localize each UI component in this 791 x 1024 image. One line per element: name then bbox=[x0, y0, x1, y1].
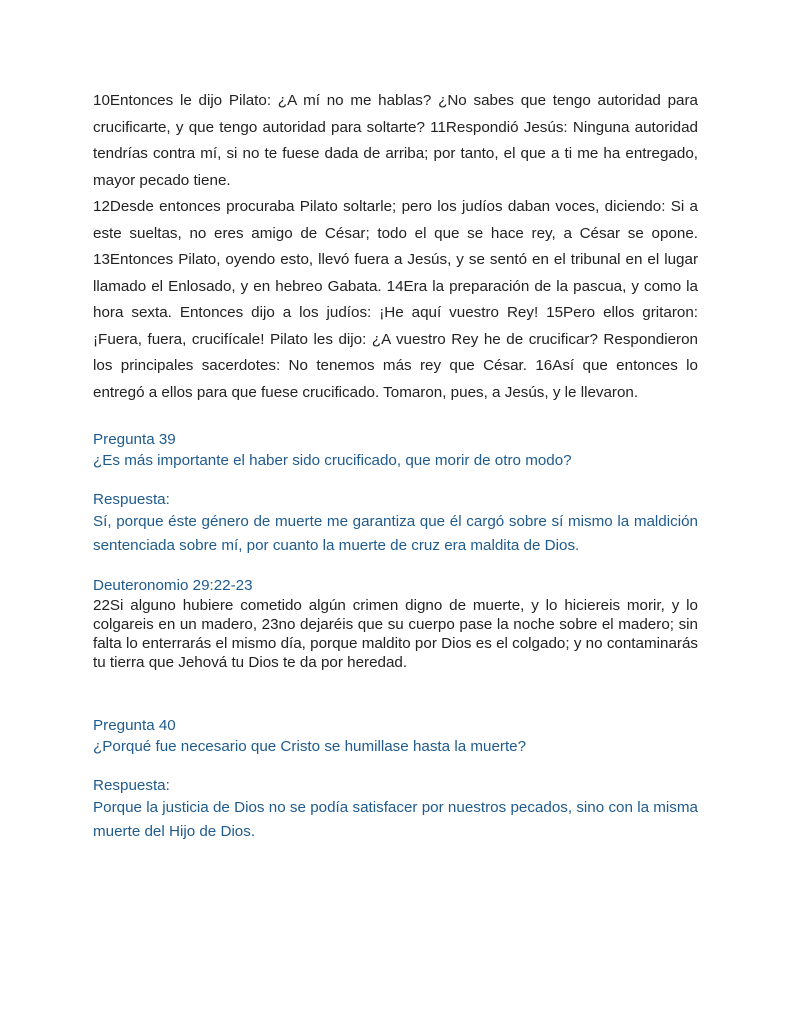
question-39-text: ¿Es más importante el haber sido crucificado, que morir de otro modo? bbox=[93, 452, 572, 469]
question-39-answer-label: Respuesta: bbox=[93, 491, 170, 508]
question-39-label: Pregunta 39 bbox=[93, 431, 176, 448]
page-content bbox=[93, 88, 698, 844]
passage-paragraph-1: 10Entonces le dijo Pilato: ¿A mí no me hablas? ¿No sabes que tengo autoridad para crucificarte, y que tengo autoridad para soltarte? 11Respondió Jesús: Ninguna autoridad tendrías contra mí, si no te fuese dada de arriba; por tanto, el que a ti me ha entregado, mayor pecado tiene. bbox=[93, 92, 698, 189]
passage-paragraph-2: 12Desde entonces procuraba Pilato soltarle; pero los judíos daban voces, diciendo: Si a este sueltas, no eres amigo de César; todo el que se hace rey, a César se opone. 13Entonces Pilato, oyendo esto, llevó fuera a Jesús, y se sentó en el tribunal en el lugar llamado el Enlosado, y en hebreo Gabata. 14Era la preparación de la pascua, y como la hora sexta. Entonces dijo a los judíos: ¡He aquí vuestro Rey! 15Pero ellos gritaron: ¡Fuera, fuera, crucifícale! Pilato les dijo: ¿A vuestro Rey he de crucificar? Respondieron los principales sacerdotes: No tenemos más rey que César. 16Así que entonces lo entregó a ellos para que fuese crucificado. Tomaron, pues, a Jesús, y le llevaron. bbox=[93, 198, 698, 401]
question-40-label: Pregunta 40 bbox=[93, 717, 176, 734]
question-40-text: ¿Porqué fue necesario que Cristo se humillase hasta la muerte? bbox=[93, 738, 527, 755]
question-40-section bbox=[93, 716, 698, 844]
question-39-answer: Sí, porque éste género de muerte me garantiza que él cargó sobre sí mismo la maldición sentenciada sobre mí, por cuanto la muerte de cruz era maldita de Dios. bbox=[93, 513, 698, 554]
question-39-section bbox=[93, 430, 698, 672]
question-39-reference-title: Deuteronomio 29:22-23 bbox=[93, 577, 253, 594]
question-40-answer-label: Respuesta: bbox=[93, 777, 170, 794]
question-40-answer: Porque la justicia de Dios no se podía satisfacer por nuestros pecados, sino con la misma muerte del Hijo de Dios. bbox=[93, 799, 698, 840]
question-39-reference-text: 22Si alguno hubiere cometido algún crimen digno de muerte, y lo hiciereis morir, y lo colgareis en un madero, 23no dejaréis que su cuerpo pase la noche sobre el madero; sin falta lo enterrarás el mismo día, porque maldito por Dios es el colgado; y no contaminarás tu tierra que Jehová tu Dios te da por heredad. bbox=[93, 597, 698, 671]
